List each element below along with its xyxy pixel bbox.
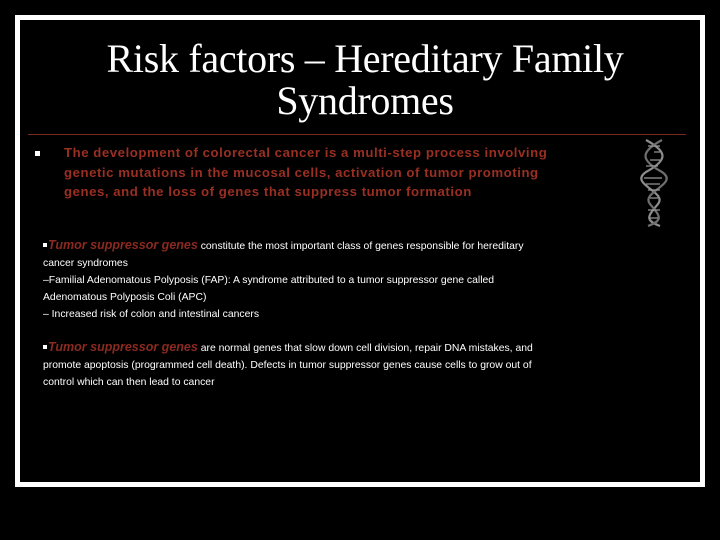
tumor-suppressor-emphasis: Tumor suppressor genes — [48, 340, 198, 354]
inline-bullet-marker — [43, 345, 47, 349]
dna-helix-icon — [634, 138, 674, 228]
slide-title — [40, 38, 690, 122]
paragraph-2-line-2: promote apoptosis (programmed cell death). Defects in tumor suppressor genes cause cells to grow out of — [43, 360, 532, 371]
paragraph-2-line-1 — [43, 339, 533, 357]
paragraph-1-line-2: cancer syndromes — [43, 258, 128, 269]
main-bullet-text — [64, 143, 624, 202]
paragraph-1-line-4: Adenomatous Polyposis Coli (APC) — [43, 292, 207, 303]
paragraph-1-line-1-text: constitute the most important class of genes responsible for hereditary — [197, 241, 524, 252]
inline-bullet-marker — [43, 243, 47, 247]
main-bullet-line-1: The development of colorectal cancer is a multi-step process involving — [64, 145, 548, 160]
slide-title-line-2: Syndromes — [276, 78, 454, 123]
paragraph-tumor-suppressor-class — [43, 237, 524, 323]
paragraph-2-line-1-text: are normal genes that slow down cell division, repair DNA mistakes, and — [197, 343, 533, 354]
paragraph-1-line-3: –Familial Adenomatous Polyposis (FAP): A syndrome attributed to a tumor suppressor gene called — [43, 275, 495, 286]
slide-title-line-1: Risk factors – Hereditary Family — [106, 36, 624, 81]
main-bullet-marker — [35, 151, 40, 156]
main-bullet-line-2: genetic mutations in the mucosal cells, activation of tumor promoting — [64, 164, 539, 180]
paragraph-1-line-1 — [43, 237, 524, 255]
main-bullet-line-3: genes, and the loss of genes that suppress tumor formation — [64, 184, 472, 199]
title-divider — [28, 134, 686, 135]
tumor-suppressor-emphasis: Tumor suppressor genes — [48, 238, 198, 252]
paragraph-1-line-5: – Increased risk of colon and intestinal cancers — [43, 309, 260, 320]
paragraph-tumor-suppressor-function — [43, 339, 533, 391]
paragraph-2-line-3: control which can then lead to cancer — [43, 377, 215, 388]
